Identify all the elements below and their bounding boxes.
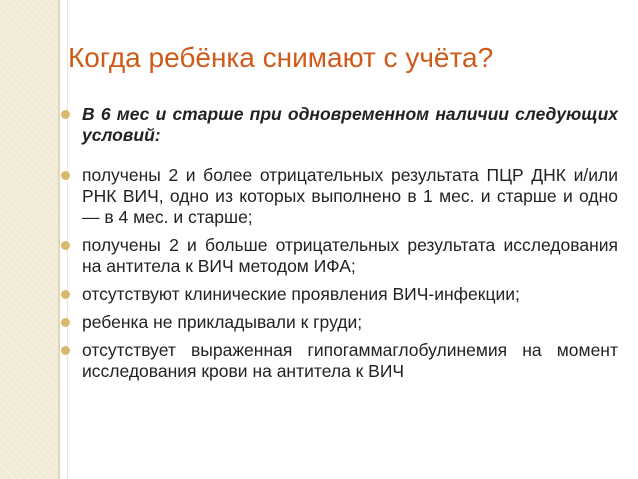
decorative-left-band bbox=[0, 0, 58, 479]
bullet-text: отсутствует выраженная гипогаммаглобулинемия на момент исследования крови на антитела к ВИЧ bbox=[82, 340, 618, 381]
bullet-item-no-hypogammaglobulinemia bbox=[58, 340, 618, 382]
bullet-item-conditions-intro bbox=[58, 104, 618, 146]
bullet-dot-icon bbox=[61, 318, 70, 327]
bullet-text: отсутствуют клинические проявления ВИЧ-инфекции; bbox=[82, 284, 520, 304]
slide-title: Когда ребёнка снимают с учёта? bbox=[68, 42, 494, 73]
bullet-dot-icon bbox=[61, 110, 70, 119]
bullet-dot-icon bbox=[61, 171, 70, 180]
bullet-text: получены 2 и больше отрицательных результата исследования на антитела к ВИЧ методом ИФА; bbox=[82, 235, 618, 276]
bullet-item-ifa-results bbox=[58, 235, 618, 277]
bullet-item-no-breastfeeding bbox=[58, 312, 618, 333]
bullet-dot-icon bbox=[61, 290, 70, 299]
bullet-item-no-clinical-signs bbox=[58, 284, 618, 305]
bullet-dot-icon bbox=[61, 346, 70, 355]
bullet-text: В 6 мес и старше при одновременном наличии следующих условий: bbox=[82, 104, 618, 145]
bullet-dot-icon bbox=[61, 241, 70, 250]
bullet-text: ребенка не прикладывали к груди; bbox=[82, 312, 363, 332]
bullet-text: получены 2 и более отрицательных результата ПЦР ДНК и/или РНК ВИЧ, одно из которых выполнено в 1 мес. и старше и одно — в 4 мес. и старше; bbox=[82, 165, 618, 227]
bullet-item-pcr-results bbox=[58, 165, 618, 228]
slide-content bbox=[58, 104, 618, 389]
